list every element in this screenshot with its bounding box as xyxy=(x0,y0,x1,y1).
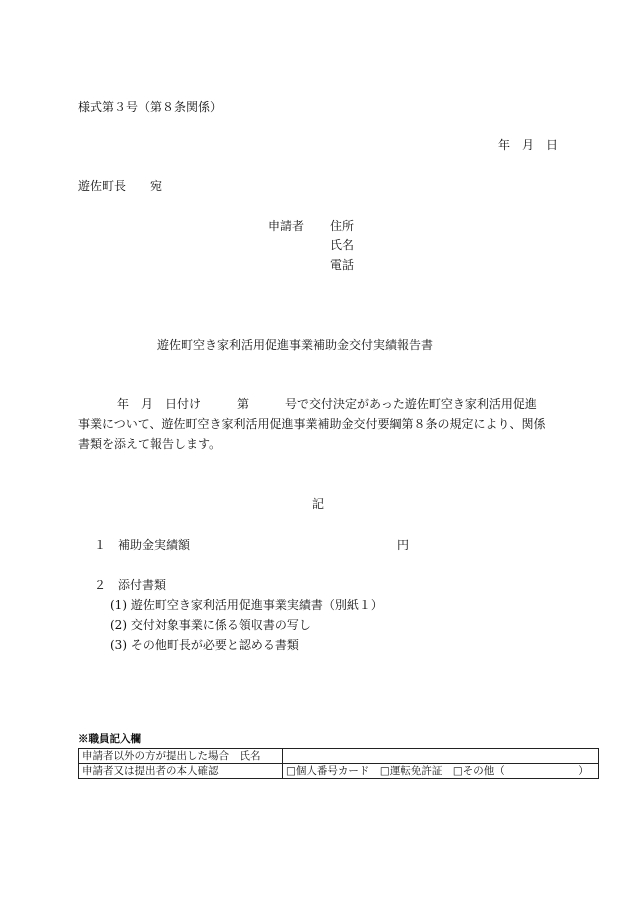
form-number: 様式第３号（第８条関係） xyxy=(78,100,223,114)
table-row xyxy=(79,749,599,764)
item2-label: ２ 添付書類 xyxy=(94,578,167,592)
attachment-1: (1) 遊佐町空き家利活用促進事業実績書（別紙１） xyxy=(110,598,383,612)
addressee: 遊佐町長 宛 xyxy=(78,179,163,193)
ki-heading: 記 xyxy=(312,497,325,511)
staff-table xyxy=(78,748,599,779)
date-line: 年 月 日 xyxy=(498,138,559,152)
staff-row2-label: 申請者又は提出者の本人確認 xyxy=(79,764,283,779)
applicant-label: 申請者 xyxy=(268,219,305,233)
body-line-2: 事業について、遊佐町空き家利活用促進事業補助金交付要綱第８条の規定により、関係 xyxy=(78,417,546,431)
staff-row1-label: 申請者以外の方が提出した場合 氏名 xyxy=(79,749,283,764)
applicant-address-label: 住所 xyxy=(330,219,355,233)
staff-row2-value: □個人番号カード □運転免許証 □その他（ ） xyxy=(283,764,599,779)
item1-label: １ 補助金実績額 xyxy=(94,538,191,552)
applicant-name-label: 氏名 xyxy=(330,238,355,252)
staff-section-heading: ※職員記入欄 xyxy=(78,733,141,745)
applicant-phone-label: 電話 xyxy=(330,258,355,272)
body-line-1: 年 月 日付け 第 号で交付決定があった遊佐町空き家利活用促進 xyxy=(117,397,537,411)
item1-unit: 円 xyxy=(397,538,410,552)
table-row xyxy=(79,764,599,779)
attachment-3: (3) その他町長が必要と認める書類 xyxy=(110,638,299,652)
attachment-2: (2) 交付対象事業に係る領収書の写し xyxy=(110,618,311,632)
staff-row1-value xyxy=(283,749,599,764)
body-line-3: 書類を添えて報告します。 xyxy=(78,437,222,451)
document-title: 遊佐町空き家利活用促進事業補助金交付実績報告書 xyxy=(157,338,434,352)
